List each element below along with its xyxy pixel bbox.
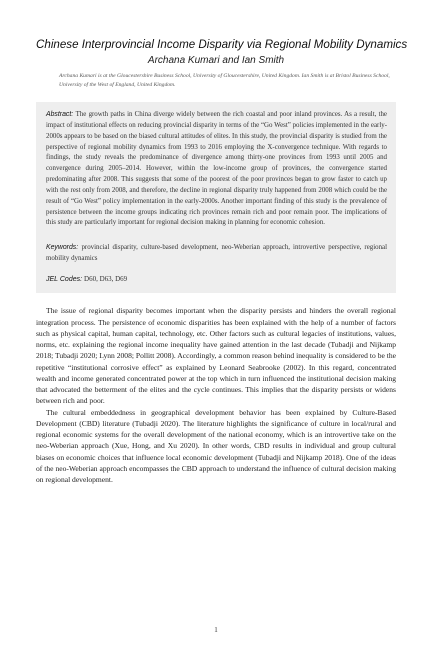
jel-label: JEL Codes [46, 276, 81, 284]
keywords-text: provincial disparity, culture-based development, neo-Weberian approach, introvertive perspective, regional mobility dynamics [46, 244, 387, 262]
jel-codes [46, 274, 387, 285]
body-paragraph-1: The issue of regional disparity becomes important when the disparity persists and hinders the overall regional integration process. The persistence of economic disparities has been explained with the help of a number of factors such as physical capital, human capital, technology, etc. Other factors such as cultural legacies of institutions, values, norms, etc. explaining the regional income inequality have gained attention in the last decade (Tubadji and Nijkamp 2018; Tubadji 2020; Lynn 2008; Pollitt 2008). Accordingly, a common reason behind inequality is considered to be the repetitive “institutional corrosive effect” as explained by Leonard Seabrooke (2002). In this regard, concentrated wealth and income generated concentrated power at the top which in turn influenced the institutional decision making that advocated the betterment of the elites and the cycle continues. This implies that the disparity persists or widens between rich and poor. [36, 306, 396, 406]
abstract-text: The growth paths in China diverge widely between the rich coastal and poor inland provinces. As a result, the impact of institutional effects on reducing provincial disparity in terms of the “Go West” policies implemented in the early-2000s appears to be based on the biased cultural attitudes of elites. In this study, the provincial disparity is studied from the perspective of regional mobility dynamics from 1993 to 2016 employing the X-convergence technique. With regards to findings, the study reveals the predominance of divergence among thirty-one provinces from 1993 until 2005 and convergence during 2005–2014. However, within the low-income group of provinces, the convergence started predominating after 2008. This suggests that some of the poorest of the poor provinces began to grow faster to catch up with the rest only from 2008, and therefore, the decline in regional disparity truly happened from 2008 which could be the result of “Go West” policy implementation in the early-2000s. Another important finding of this study is the prevalence of persistence between the income groups indicating rich provinces remain rich and poor remain poor. The implications of this study are particularly important for regional decision making in planning for economic cohesion. [46, 111, 387, 227]
page-number: 1 [214, 626, 218, 634]
body-paragraph-2: The cultural embeddedness in geographical development behavior has been explained by Culture-Based Development (CBD) literature (Tubadji 2020). The literature highlights the significance of culture in local/rural and regional economic systems for the overall development of the national economy, which is an introvertive take on the neo-Weberian approach (Xue, Hong, and Xu 2020). In other words, CBD results in individual and group cultural biases on economic choices that influence local economic development (Tubadji and Nijkamp 2018). One of the ideas of the neo-Weberian approach encompasses the CBD approach to understand the influence of cultural decision making on regional development. [36, 407, 396, 485]
abstract [46, 110, 387, 229]
keywords-label: Keywords [46, 244, 77, 252]
abstract-box [36, 102, 396, 293]
paper-title: Chinese Interprovincial Income Disparity via Regional Mobility Dynamics [36, 38, 408, 51]
abstract-colon: : [71, 111, 76, 118]
keywords [46, 243, 387, 264]
author-affiliation: Archana Kumari is at the Gloucestershire Business School, University of Gloucestershire, United Kingdom. Ian Smith is at Bristol Business School, University of the West of England, United Kingdom. [59, 73, 390, 88]
jel-colon: : [80, 276, 85, 284]
keywords-colon: : [76, 244, 82, 252]
jel-text: D60, D63, D69 [84, 275, 128, 284]
paper-authors: Archana Kumari and Ian Smith [147, 55, 285, 66]
abstract-label: Abstract [46, 111, 72, 118]
